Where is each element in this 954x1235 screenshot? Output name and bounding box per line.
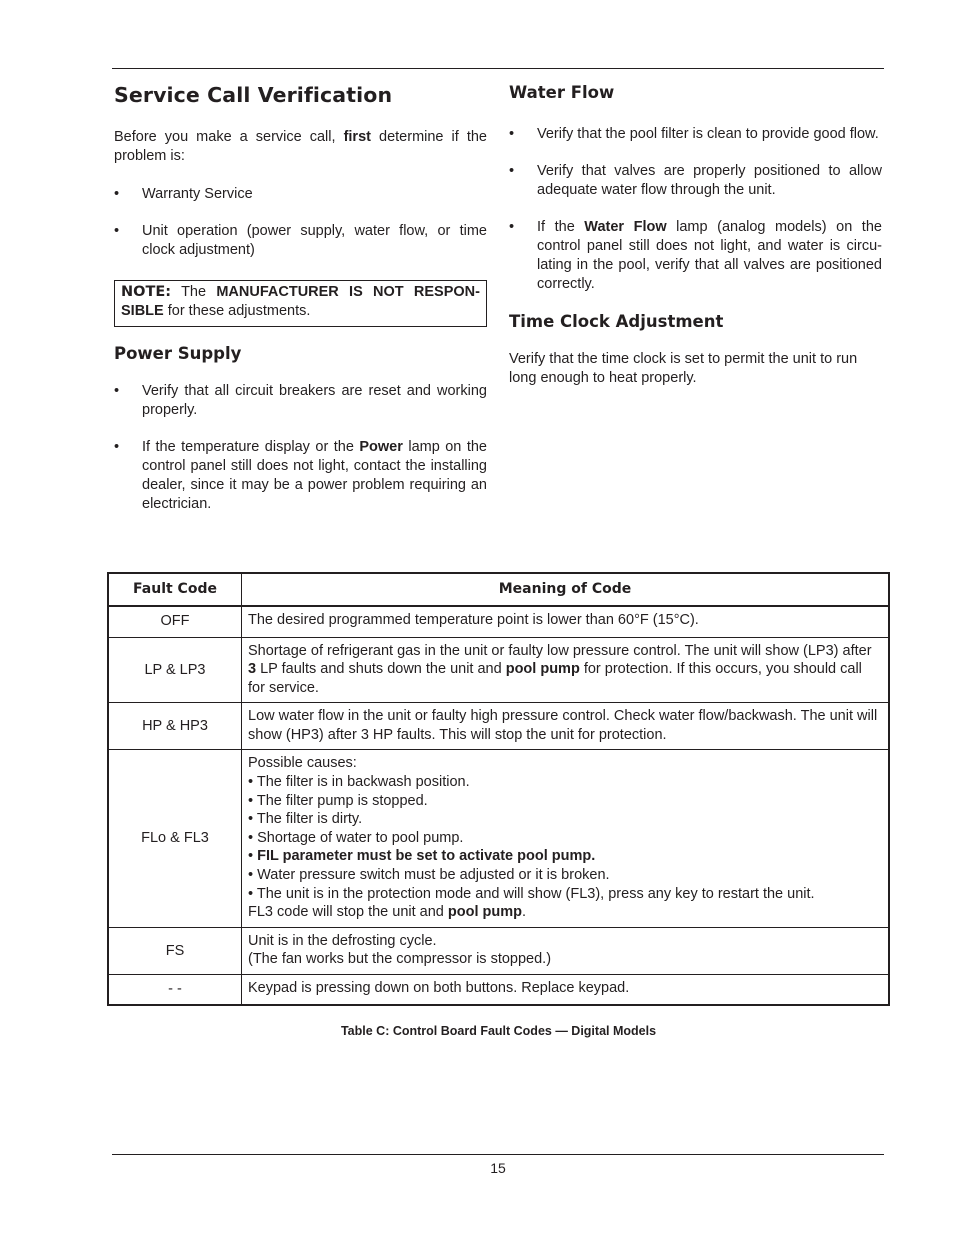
power-supply-heading: Power Supply: [114, 344, 242, 363]
meaning-line: • The filter pump is stopped.: [248, 792, 428, 809]
list-item-text: Unit operation (power supply, water flow, or time clock adjustment): [142, 223, 487, 258]
fault-code-cell: LP & LP3: [108, 637, 242, 703]
bullet: •: [114, 439, 120, 455]
fault-code-cell: HP & HP3: [108, 703, 242, 750]
meaning-cell: Keypad is pressing down on both buttons. Replace keypad.: [242, 975, 890, 1005]
left-column: [114, 80, 487, 514]
meaning-header: Meaning of Code: [242, 573, 890, 606]
water-flow-heading: Water Flow: [509, 83, 615, 102]
list-item-text: If the temperature display or the: [142, 439, 360, 455]
list-item-bold: Power: [359, 439, 403, 455]
meaning-cell: [242, 750, 890, 927]
meaning-line: Unit is in the defrosting cycle.: [248, 932, 437, 949]
list-item: [114, 382, 487, 420]
table-caption: Table C: Control Board Fault Codes — Digital Models: [340, 1024, 657, 1038]
list-item-text-end: lamp (analog models) on the control panel still does not light, and water is circulating in the pool, verify that all valves are positioned correctly.: [537, 219, 882, 292]
list-item-text: Verify that all circuit breakers are reset and working properly.: [142, 383, 487, 418]
note-bold: MANUFACTURER IS NOT RESPONSIBLE: [121, 284, 480, 319]
fault-code-table: [107, 572, 890, 1006]
time-clock-paragraph: Verify that the time clock is set to permit the unit to run long enough to heat properly.: [509, 351, 858, 386]
note-box: [114, 280, 487, 327]
table-row: [108, 750, 889, 927]
meaning-line: [248, 903, 882, 922]
meaning-text: for protection. If this occurs, you should call for service.: [248, 661, 862, 696]
list-item: [114, 438, 487, 514]
bullet: •: [509, 163, 515, 179]
meaning-line: • The filter is in backwash position.: [248, 774, 470, 791]
meaning-text: Shortage of refrigerant gas in the unit or faulty low pressure control. The unit will show (LP3) after: [248, 642, 872, 659]
note-text: The: [171, 284, 217, 300]
list-item-bold: Water Flow: [584, 219, 667, 235]
fault-code-cell: FLo & FL3: [108, 750, 242, 927]
table-row: [108, 975, 889, 1005]
intro-bold: first: [343, 129, 371, 145]
intro-paragraph: [114, 128, 487, 166]
table-row: [108, 703, 889, 750]
page-number: 15: [490, 1160, 506, 1176]
top-rule: [112, 68, 884, 69]
bullet: •: [114, 383, 120, 399]
bottom-rule: [112, 1154, 884, 1155]
meaning-line: • Shortage of water to pool pump.: [248, 829, 464, 846]
list-item-text: Verify that the pool filter is clean to provide good flow.: [537, 126, 879, 142]
bullet: •: [509, 219, 515, 235]
meaning-cell: [242, 637, 890, 703]
meaning-bold: FIL parameter must be set to activate pool pump.: [257, 848, 596, 865]
list-item: [114, 222, 487, 260]
meaning-line: • The unit is in the protection mode and will show (FL3), press any key to restart the unit.: [248, 885, 815, 902]
intro-text-end: determine if the problem is:: [114, 129, 487, 164]
meaning-line: • Water pressure switch must be adjusted or it is broken.: [248, 867, 610, 884]
list-item-text: If the: [537, 219, 585, 235]
fault-code-cell: OFF: [108, 606, 242, 637]
meaning-text: .: [522, 904, 527, 921]
meaning-line: (The fan works but the compressor is stopped.): [248, 951, 552, 968]
meaning-cell: Low water flow in the unit or faulty high pressure control. Check water flow/backwash. The unit will show (HP3) after 3 HP faults. This will stop the unit for protection.: [242, 703, 890, 750]
table-row: [108, 927, 889, 974]
water-flow-list: [509, 125, 882, 294]
table-row: [108, 637, 889, 703]
time-clock-heading: Time Clock Adjustment: [509, 312, 724, 331]
meaning-line: • The filter is dirty.: [248, 811, 363, 828]
note-label: NOTE:: [121, 284, 172, 300]
note-text-end: for these adjustments.: [163, 303, 311, 319]
problem-list: [114, 185, 487, 260]
meaning-text: •: [248, 848, 258, 865]
intro-text: Before you make a service call,: [114, 129, 344, 145]
page-title: Service Call Verification: [114, 83, 393, 107]
meaning-bold: pool pump: [505, 661, 580, 678]
fault-code-header: Fault Code: [108, 573, 242, 606]
list-item: [509, 218, 882, 294]
meaning-line: [248, 847, 882, 866]
table-header-row: [108, 573, 889, 606]
list-item-text: Warranty Service: [142, 186, 253, 202]
table-row: [108, 606, 889, 637]
fault-code-cell: FS: [108, 927, 242, 974]
bullet: •: [114, 186, 120, 202]
meaning-bold: pool pump: [447, 904, 522, 921]
list-item-text-end: lamp on the control panel still does not light, contact the installing dealer, since it may be a power problem requiring an electrician.: [142, 439, 487, 512]
bullet: •: [509, 126, 515, 142]
list-item: [509, 125, 882, 144]
meaning-line: Possible causes:: [248, 755, 357, 772]
list-item-text: Verify that valves are properly positioned to allow adequate water flow through the unit.: [537, 163, 882, 198]
list-item: [509, 162, 882, 200]
right-column: [509, 80, 882, 388]
meaning-bold: 3: [248, 661, 257, 678]
meaning-text: LP faults and shuts down the unit and: [256, 661, 506, 678]
meaning-cell: [242, 927, 890, 974]
meaning-cell: The desired programmed temperature point is lower than 60°F (15°C).: [242, 606, 890, 637]
fault-code-cell: - -: [108, 975, 242, 1005]
power-supply-list: [114, 382, 487, 514]
list-item: [114, 185, 487, 204]
bullet: •: [114, 223, 120, 239]
meaning-text: FL3 code will stop the unit and: [248, 904, 448, 921]
